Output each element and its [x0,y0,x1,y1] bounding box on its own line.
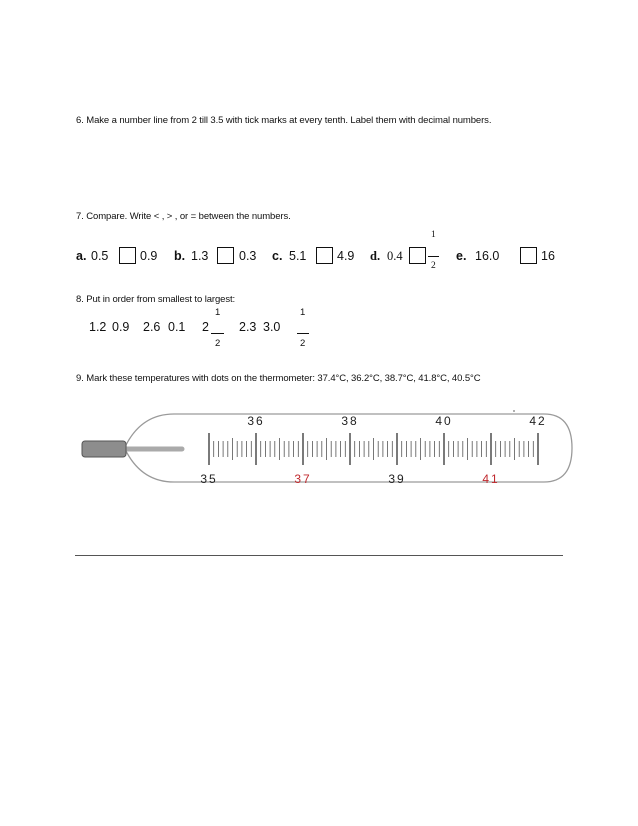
item-d-label: d. [370,249,381,263]
item-a-right: 0.9 [140,249,158,263]
item-d-fraction-bar [428,256,439,257]
value-2: 0.9 [112,320,130,334]
item-b-label: b. [174,249,186,263]
tick-label-top: 36 [247,414,265,428]
question-7-text: 7. Compare. Write < , > , or = between the numbers. [76,211,291,222]
item-d-answer-box[interactable] [409,247,426,264]
tick-label-bottom: 35 [200,472,218,486]
item-d-fraction-numerator: 1 [431,230,436,240]
item-c-label: c. [272,249,283,263]
mixed-number-whole: 2 [202,320,209,334]
fraction-numerator: 1 [300,307,306,318]
fraction-denominator: 2 [300,338,306,349]
item-a-answer-box[interactable] [119,247,136,264]
item-a-left: 0.5 [91,249,109,263]
tick-label-bottom: 41 [482,472,500,486]
question-8-text: 8. Put in order from smallest to largest: [76,294,236,305]
item-e-left: 16.0 [475,249,500,263]
item-c-right: 4.9 [337,249,355,263]
item-a-label: a. [76,249,87,263]
value-3: 2.6 [143,320,161,334]
tick-label-bottom: 39 [388,472,406,486]
value-1: 1.2 [89,320,107,334]
tick-label-top: 38 [341,414,359,428]
value-5: 2.3 [239,320,257,334]
mixed-number-denominator: 2 [215,338,221,349]
tick-label-bottom: 37 [294,472,312,486]
item-b-right: 0.3 [239,249,257,263]
question-6-text: 6. Make a number line from 2 till 3.5 with tick marks at every tenth. Label them with decimal numbers. [76,115,492,126]
item-d-fraction-denominator: 2 [431,261,436,271]
item-e-right: 16 [541,249,555,263]
item-b-answer-box[interactable] [217,247,234,264]
mixed-number-fraction-bar [211,333,224,334]
item-c-left: 5.1 [289,249,307,263]
tick-label-top: 42 [529,414,547,428]
question-9-text: 9. Mark these temperatures with dots on the thermometer: 37.4°C, 36.2°C, 38.7°C, 41.8°C, 40.5°C [76,373,481,384]
item-e-answer-box[interactable] [520,247,537,264]
value-6: 3.0 [263,320,281,334]
item-c-answer-box[interactable] [316,247,333,264]
fraction-bar [297,333,309,334]
item-e-label: e. [456,249,467,263]
stray-dot [513,410,515,412]
thermometer-bulb [82,441,126,457]
tick-label-top: 40 [435,414,453,428]
item-d-left: 0.4 [387,249,403,263]
item-b-left: 1.3 [191,249,209,263]
value-4: 0.1 [168,320,186,334]
thermometer[interactable] [74,406,576,496]
horizontal-rule [75,555,563,556]
mixed-number-numerator: 1 [215,307,221,318]
